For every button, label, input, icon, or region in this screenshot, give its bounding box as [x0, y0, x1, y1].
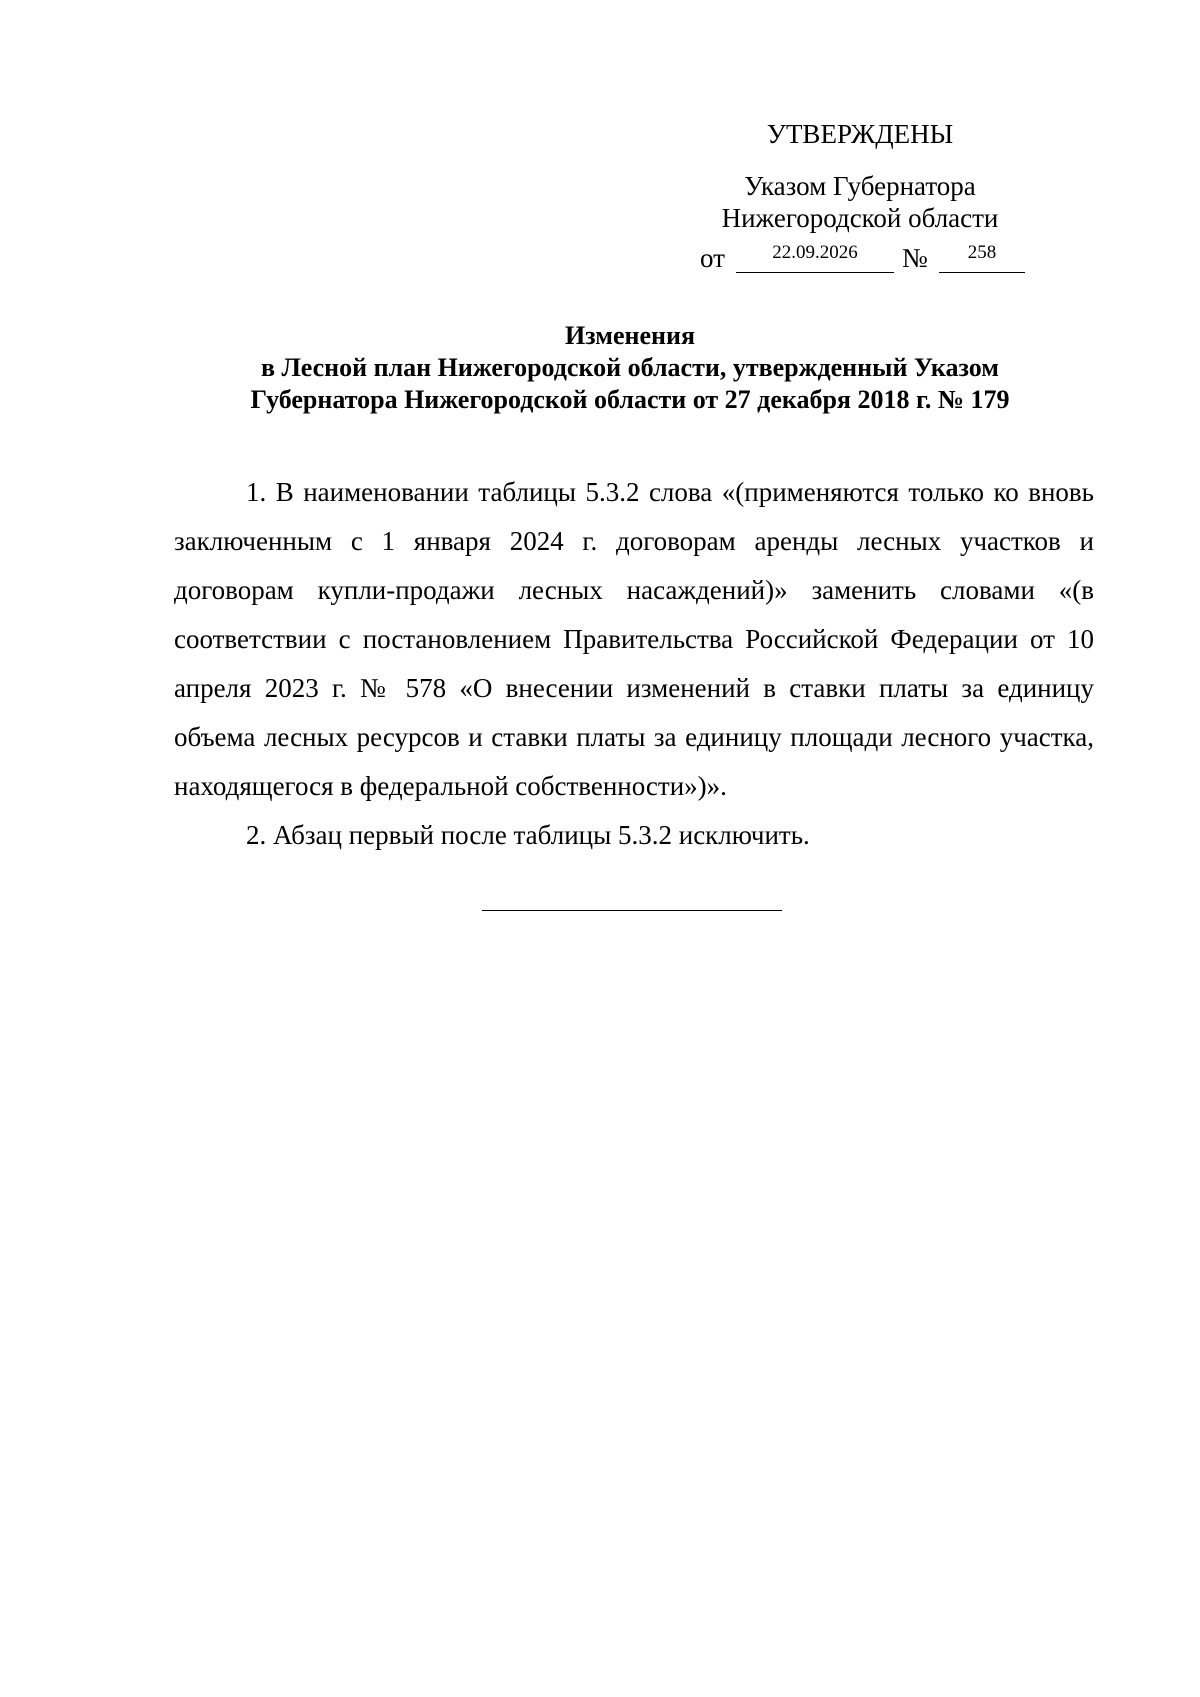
paragraph-2: 2. Абзац первый после таблицы 5.3.2 исключить.	[246, 820, 810, 850]
document-title	[160, 320, 1100, 416]
approval-number: 258	[939, 242, 1025, 273]
approval-authority: Указом Губернатора	[744, 171, 976, 201]
number-label: №	[902, 243, 928, 273]
document-body	[174, 468, 1094, 860]
approval-date-number-row	[700, 242, 1030, 274]
approval-date: 22.09.2026	[736, 242, 894, 273]
title-line-3: Губернатора Нижегородской области от 27 декабря 2018 г. № 179	[250, 385, 1010, 414]
approval-region: Нижегородской области	[721, 203, 999, 233]
title-line-2: в Лесной план Нижегородской области, утвержденный Указом	[261, 353, 999, 382]
paragraph-1: 1. В наименовании таблицы 5.3.2 слова «(применяются только ко вновь заключенным с 1 января 2024 г. договорам аренды лесных участков и договорам купли-продажи лесных насаждений)» заменить словами «(в соответствии с постановлением Правительства Российской Федерации от 10 апреля 2023 г. № 578 «О внесении изменений в ставки платы за единицу объема лесных ресурсов и ставки платы за единицу площади лесного участка, находящегося в федеральной собственности»)».	[174, 477, 1094, 801]
approval-block	[690, 118, 1030, 234]
approval-heading: УТВЕРЖДЕНЫ	[766, 119, 954, 149]
closing-divider	[482, 910, 782, 911]
date-label: от	[700, 243, 725, 273]
title-line-1: Изменения	[564, 321, 696, 350]
